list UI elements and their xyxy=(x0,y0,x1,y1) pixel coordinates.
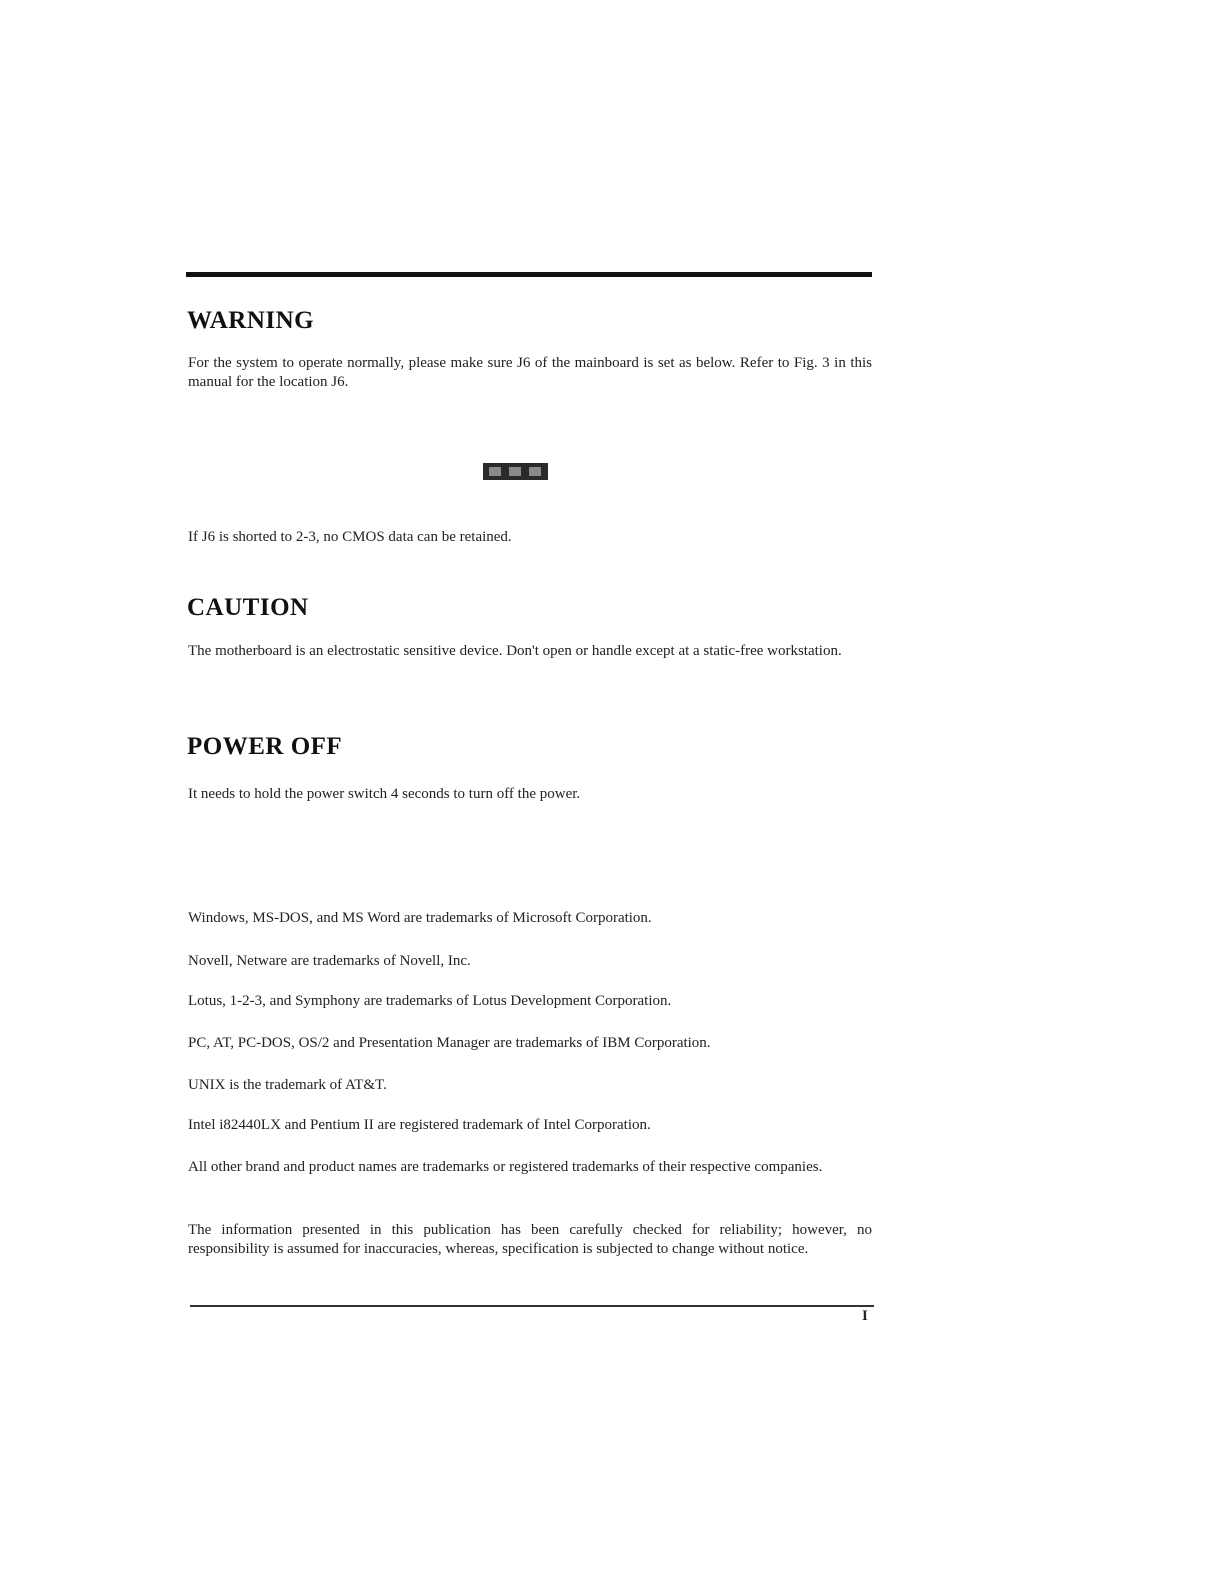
disclaimer: The information presented in this publication has been carefully checked for reliability; however, no responsibility is assumed for inaccuracies, whereas, specification is subjected to change without notice. xyxy=(188,1222,872,1257)
warning-heading: WARNING xyxy=(187,307,315,334)
trademark-unix: UNIX is the trademark of AT&T. xyxy=(188,1077,387,1093)
caution-heading: CAUTION xyxy=(187,594,309,621)
trademark-intel: Intel i82440LX and Pentium II are registered trademark of Intel Corporation. xyxy=(188,1117,651,1133)
trademark-ibm: PC, AT, PC-DOS, OS/2 and Presentation Manager are trademarks of IBM Corporation. xyxy=(188,1035,711,1051)
jumper-pin-2 xyxy=(509,467,521,476)
power-off-heading: POWER OFF xyxy=(187,733,343,760)
bottom-rule xyxy=(190,1305,874,1307)
power-off-body: It needs to hold the power switch 4 seconds to turn off the power. xyxy=(188,786,581,802)
trademark-microsoft: Windows, MS-DOS, and MS Word are trademarks of Microsoft Corporation. xyxy=(188,910,652,926)
trademark-novell: Novell, Netware are trademarks of Novell, Inc. xyxy=(188,953,471,969)
jumper-j6-diagram xyxy=(483,463,548,480)
caution-body: The motherboard is an electrostatic sensitive device. Don't open or handle except at a static-free workstation. xyxy=(188,643,842,659)
warning-body: For the system to operate normally, please make sure J6 of the mainboard is set as below. Refer to Fig. 3 in this manual for the location J6. xyxy=(188,355,872,390)
warning-note: If J6 is shorted to 2-3, no CMOS data can be retained. xyxy=(188,529,512,545)
jumper-pin-1 xyxy=(489,467,501,476)
trademark-lotus: Lotus, 1-2-3, and Symphony are trademarks of Lotus Development Corporation. xyxy=(188,993,672,1009)
top-rule xyxy=(186,272,872,277)
trademark-other-brands: All other brand and product names are trademarks or registered trademarks of their respective companies. xyxy=(188,1159,823,1175)
jumper-pin-3 xyxy=(529,467,541,476)
page-number: I xyxy=(862,1308,868,1324)
